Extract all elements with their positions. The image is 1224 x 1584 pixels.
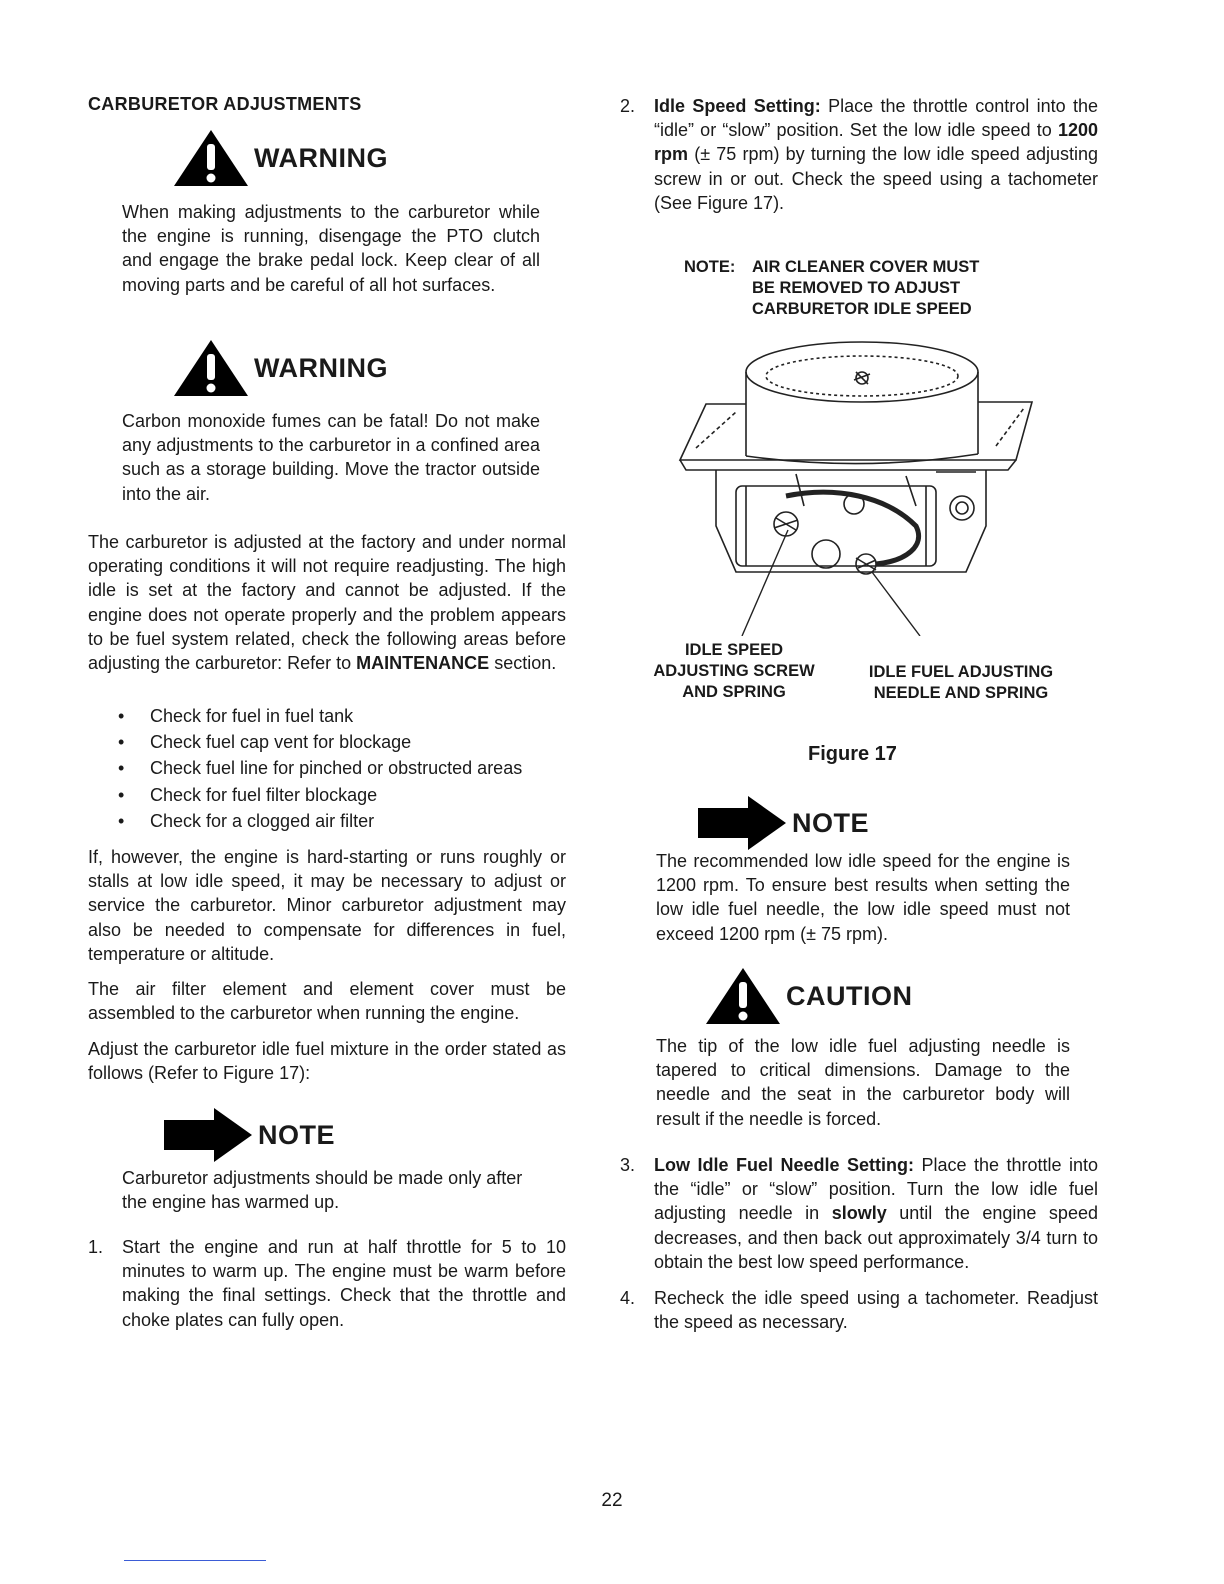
warning-header-2 [172,338,388,398]
maintenance-ref: MAINTENANCE [356,653,490,674]
leader-line-left [742,530,788,636]
list-item: • Check fuel cap vent for blockage [88,729,566,755]
step-text [654,1153,1098,1274]
caution-header [704,966,913,1026]
leader-line-right [872,572,920,636]
step-number: 4. [620,1288,636,1308]
however-paragraph: If, however, the engine is hard-starting or runs roughly or stalls at low idle speed, it may be necessary to adjust or service the carburetor. Minor carburetor adjustment may also be needed to compensate for differences in fuel, temperature or altitude. [88,847,566,964]
step-2 [620,94,1098,215]
figure-note-text: BE REMOVED TO ADJUST [752,279,961,297]
figure-note-label: NOTE: [684,258,736,276]
step-1 [88,1235,566,1332]
intro-tail: section. [494,653,557,674]
adjust-paragraph: Adjust the carburetor idle fuel mixture in the order stated as follows (Refer to Figure 17): [88,1039,566,1084]
air-filter-paragraph: The air filter element and element cover must be assembled to the carburetor when running the engine. [88,979,566,1024]
page-number: 22 [601,1490,623,1511]
warning-title-2: WARNING [254,352,388,383]
warning-triangle-icon [704,966,782,1026]
warning-text-2: Carbon monoxide fumes can be fatal! Do not make any adjustments to the carburetor in a confined area such as a storage building. Move the tractor outside into the air. [122,411,540,504]
idle-screw-spring [774,518,798,530]
figure-note-text: CARBURETOR IDLE SPEED [752,300,972,318]
side-fitting [950,496,974,520]
warning-triangle-icon [172,128,250,188]
step-number: 1. [88,1237,104,1257]
note-title-1: NOTE [258,1119,336,1150]
checklist [88,703,566,834]
fuel-needle-spring [856,558,876,570]
linkage-rod [786,492,919,564]
note-header-2 [698,794,869,852]
frame-detail [796,472,976,506]
slowly-emphasis: slowly [831,1203,887,1224]
callout-idle-speed-screw [634,640,834,703]
warning-text-1: When making adjustments to the carburetor while the engine is running, disengage the PTO clutch and engage the brake pedal lock. Keep clear of all moving parts and be careful of all hot surfaces. [122,202,540,295]
note-header-1 [164,1106,335,1164]
air-cleaner-rim [766,356,958,396]
callout-line: IDLE FUEL ADJUSTING [868,663,1054,681]
section-title: CARBURETOR ADJUSTMENTS [88,94,362,114]
step-3 [620,1153,1098,1274]
callout-idle-fuel-needle [846,662,1076,704]
side-fitting-inner [956,502,968,514]
rpm-value: 1200 rpm [654,120,1098,165]
warning-triangle-icon [172,338,250,398]
step-4 [620,1286,1098,1334]
base-tray-edge [680,460,1016,470]
carburetor-bracket [746,486,926,566]
step-label: Low Idle Fuel Needle Setting: [654,1155,914,1175]
step-text [654,94,1098,215]
list-item: • Check for fuel in fuel tank [88,703,566,729]
step-number: 3. [620,1155,636,1175]
caution-title: CAUTION [786,980,913,1011]
list-item: • Check for a clogged air filter [88,808,566,834]
note-text-2: The recommended low idle speed for the engine is 1200 rpm. To ensure best results when setting the low idle fuel needle, the low idle speed must not exceed 1200 rpm (± 75 rpm). [656,851,1070,944]
caution-text: The tip of the low idle fuel adjusting needle is tapered to critical dimensions. Damage to the needle and the seat in the carburetor body will result if the needle is forced. [656,1036,1070,1129]
callout-line: AND SPRING [682,683,786,701]
list-item: • Check fuel line for pinched or obstructed areas [88,755,566,781]
step-label: Idle Speed Setting: [654,96,821,116]
note-text-1: Carburetor adjustments should be made only after the engine has warmed up. [122,1168,523,1213]
step-text-a: Place the throttle into the “idle” or “slow” position. Turn the low idle fuel adjusting needle in [654,1155,1098,1224]
step-text-b: (± 75 rpm) by turning the low idle speed adjusting screw in or out. Check the speed using a tachometer (See Figure 17). [654,144,1098,213]
step-text: Start the engine and run at half throttle for 5 to 10 minutes to warm up. The engine must be warm before making the final settings. Check that the throttle and choke plates can fully open. [122,1237,566,1330]
arrow-right-icon [698,794,788,852]
throttle-lever [812,540,840,568]
step-text: Recheck the idle speed using a tachometer. Readjust the speed as necessary. [654,1288,1098,1333]
air-cleaner-bottom [746,454,978,464]
step-number: 2. [620,96,636,116]
callout-line: NEEDLE AND SPRING [873,684,1049,702]
base-tray [680,402,1032,460]
figure-note-line-1 [684,257,979,278]
carburetor-figure [676,336,1046,636]
warning-title-1: WARNING [254,142,388,173]
intro-paragraph [88,530,566,675]
footer-rule [124,1560,266,1561]
note-title-2: NOTE [792,807,870,838]
figure-caption: Figure 17 [808,743,897,765]
step-text-a: Place the throttle control into the “idle” or “slow” position. Set the low idle speed to [654,96,1098,141]
figure-note-text: AIR CLEANER COVER MUST [752,258,980,276]
arrow-right-icon [164,1106,254,1164]
callout-line: ADJUSTING SCREW [653,662,815,680]
figure-note [684,257,979,320]
list-item: • Check for fuel filter blockage [88,782,566,808]
warning-header-1 [172,128,388,188]
intro-text: The carburetor is adjusted at the factory and under normal operating conditions it will not require readjusting. The high idle is set at the factory and cannot be adjusted. If the engine does not operate properly and the problem appears to be fuel system related, check the following areas before adjusting the carburetor: Refer to [88,532,566,674]
callout-line: IDLE SPEED [684,641,784,659]
step-text-b: until the engine speed decreases, and then back out approximately 3/4 turn to obtain the best low speed performance. [654,1203,1098,1272]
